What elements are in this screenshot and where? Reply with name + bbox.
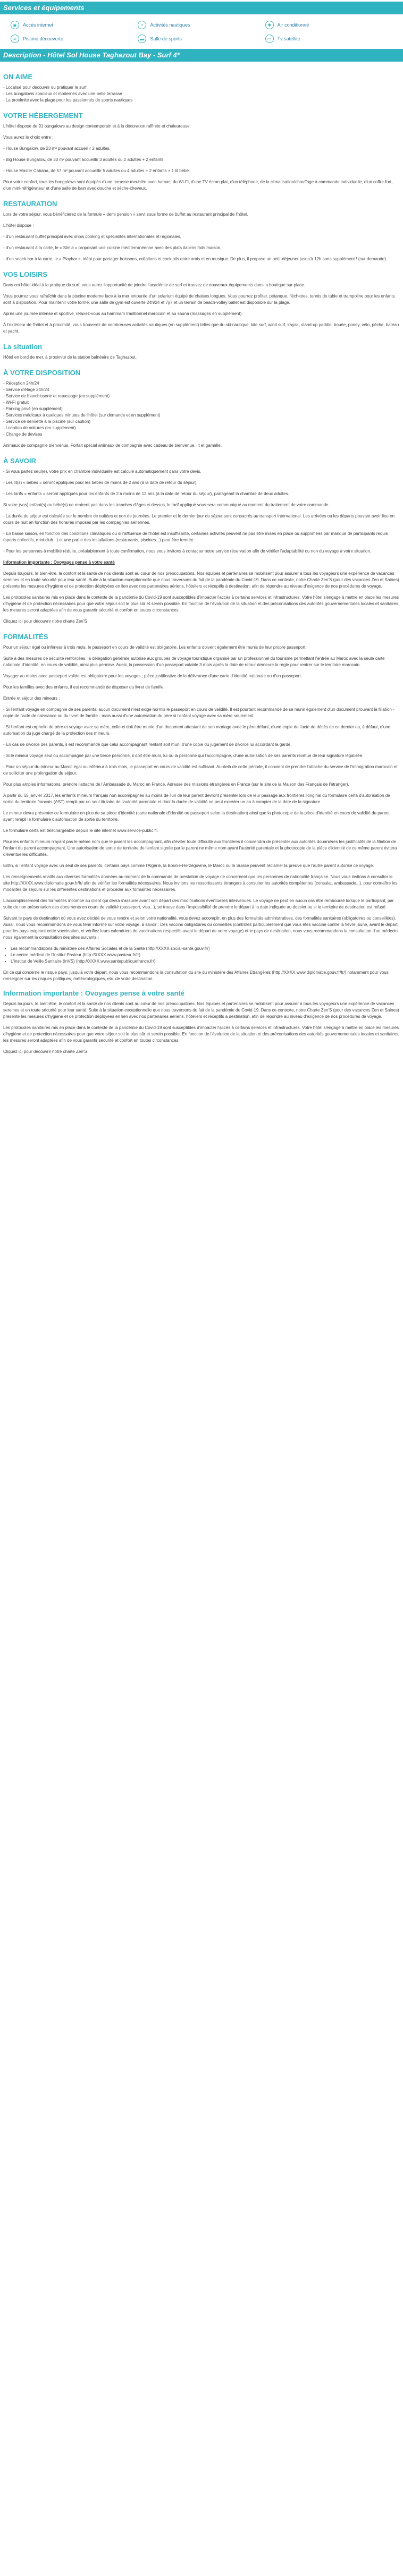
paragraph: - d'un snack-bar à la carte, le « Playbar », idéal pour partager boissons, collations et cocktails entre amis et en musique. De plus, il propose un petit-déjeuner jusqu'à 12h sans supplément ! (sur demande). xyxy=(3,257,388,261)
paragraph: Pour les familles avec des enfants, il est recommandé de disposer du livret de famille. xyxy=(3,685,165,690)
paragraph: - Services médicaux à quelques minutes de l'hôtel (sur demande et en supplément) xyxy=(3,413,161,418)
paragraph: En ce qui concerne le risque pays, jusqu'à votre départ, nous vous recommandons la consultation du site du ministère des Affaires Etrangères (http://XXXX.www.diplomatie.gouv.fr/fr/) notamment pour vous renseigner sur les risques politiques, météorologiques, etc. de votre destination. xyxy=(3,970,389,981)
paragraph: L'accomplissement des formalités incombe au client qui devra s'assurer avant son départ des modifications éventuelles intervenues. Le voyage ne peut en aucun cas être remboursé lorsque le participant, par suite de non présentation des documents en cours de validité (passeport, visa...), se trouve dans l'impossibilité de prendre le départ à la date indiquée au dossier ou si le territoire de destination est refusé. xyxy=(3,898,394,909)
service-item xyxy=(265,35,392,43)
paragraph: Hôtel en bord de mer, à proximité de la station balnéaire de Taghazout. xyxy=(3,355,137,360)
paragraph: À l'extérieur de l'hôtel et à proximité, vous trouverez de nombreuses activités nautiques (en supplément) telles que du ski-nautique, kite surf, wind surf, kayak, stand-up paddle, bouée, poney, vélo, pêche, bateau et yacht. xyxy=(3,322,399,334)
paragraph: Après une journée intense et sportive, relaxez-vous au hammam traditionnel marocain et au sauna (massages en supplément). xyxy=(3,311,243,316)
paragraph: - Si l'enfant voyage en compagnie de ses parents, aucun document n'est exigé hormis le passeport en cours de validité. Il est pourtant recommandé de se munir également d'un document prouvant la filiation - copie de l'acte de naissance ou du livret de famille - mais aussi d'une autorisation du père si l'enfant voyage avec sa mère seulement. xyxy=(3,707,394,718)
paragraph: - Si l'enfant est orphelin de père et voyage avec sa mère, celle-ci doit être munie d'un document attestant de son mariage avec le père défunt, d'une copie de l'acte de décès de ce dernier ou, à défaut, d'une autorisation du juge chargé de la protection des mineurs. xyxy=(3,725,391,736)
paragraph: - d'un restaurant à la carte, le « Stella » proposant une cuisine méditerranéenne avec des plats italiens faits maison, xyxy=(3,245,222,250)
paragraph: Lors de votre séjour, vous bénéficierez de la formule « demi pension » servi sous forme de buffet au restaurant principal de l'hôtel. xyxy=(3,212,248,217)
paragraph: Les protocoles sanitaires mis en place dans le contexte de la pandémie du Covid-19 sont susceptibles d'impacter l'accès à certains services et infrastructures. Votre hôtel s'engage à mettre en place les mesures d'hygiène et de protection nécessaires pour que votre séjour soit le plus sûr et serein possible. En fonction de l'évolution de la situation et des préconisations des autorités gouvernementales locales et sanitaires, les mesures seront adaptées afin de vous garantir sécurité et confort en toutes circonstances. xyxy=(3,1025,400,1043)
service-item xyxy=(265,21,392,29)
info-heading: Information importante : Ovoyages pense à votre santé xyxy=(3,989,184,997)
service-item xyxy=(138,21,265,29)
paragraph: Depuis toujours, le bien-être, le confort et la santé de nos clients sont au cœur de nos préoccupations. Nos équipes et partenaires se mobilisent pour assurer à tous les voyageurs une expérience de vacances sereines et en toute sécurité pour leur santé. Suite à la situation exceptionnelle que nous traversons du fait de la pandémie du Covid-19. Dans ce contexte, notre Charte Zen'S (pour des vacances Zen et Saines) présente les mesures d'hygiène et de protection déployées en lien avec nos partenaires aériens, hôteliers et réceptifs à destination, afin de répondre au niveau d'exigence de nos procédures de voyage. xyxy=(3,571,399,589)
section-heading: La situation xyxy=(3,343,42,351)
paragraph: Dans cet hôtel idéal à la pratique du surf, vous aurez l'opportunité de joindre l'académie de surf et trouvez de nouveaux équipements dans la boutique sur place. xyxy=(3,283,305,287)
service-item xyxy=(138,35,265,43)
paragraph: - Service de serviette à la piscine (sur caution) xyxy=(3,419,91,424)
wave-icon: ≈ xyxy=(138,21,146,29)
service-label: Activités nautiques xyxy=(150,22,190,28)
paragraph: Le mineur devra présenter ce formulaire en plus de sa pièce d'identité (carte nationale d'identité ou passeport selon la destination) ainsi que la photocopie de la pièce d'identité en cours de validité du parent ayant rempli le formulaire d'autorisation de sortie du territoire. xyxy=(3,811,390,822)
services-header: Services et équipements xyxy=(0,2,403,14)
paragraph: Si votre (vos) enfant(s) ou bébé(s) ne rentrent pas dans les tranches d'âges ci-dessus, le tarif appliqué vous sera communiqué au moment du traitement de votre commande. xyxy=(3,503,330,507)
info-heading: Information importante : Ovoyages pense à votre santé xyxy=(3,560,115,565)
paragraph: Suivant le pays de destination où vous avez décidé de vous rendre et selon votre nationalité, vous devez accomplir, en plus des formalités administratives, des formalités sanitaires (obligatoires ou conseillées). Aussi, nous vous recommandons de vous tenir informé sur votre voyage, à savoir : Des vaccins obligatoires ou conseillés (contrôlez particulièrement que vous êtes vacciné contre la fièvre jaune, avant le départ, pour les pays exigeant cette vaccination, et vérifiez leurs calendriers de vaccinations respectifs avant le départ de votre voyage) et le pays de destination, nous vous recommandons la consultation d'un médecin nous également la consultation des sites suivants : xyxy=(3,916,399,940)
paragraph: - Si vous partez seul(e), votre prix en chambre individuelle est calculé automatiquement dans votre devis. xyxy=(3,469,202,474)
service-label: Tv satellite xyxy=(277,36,300,41)
paragraph: Suite à des mesures de sécurité renforcées, la délégation générale autorise aux groupes de voyage touristique organisé par un professionnel du tourisme permettant l'entrée au Maroc avec la seule carte nationale d'identité, en cours de validité, ainsi plus permise. Aussi, la possession d'un passeport valable 3 mois après la date de retour demeure la règle pour rentrer sur le territoire marocain. xyxy=(3,656,385,667)
paragraph: Pour un séjour égal ou inférieur à trois mois, le passeport en cours de validité est obligatoire. Les enfants doivent également être munis de leur propre passeport. xyxy=(3,645,307,650)
paragraph: - Location de voitures (en supplément) xyxy=(3,426,76,430)
dumbbell-icon: ▬ xyxy=(138,35,146,43)
paragraph: Cliquez ici pour découvrir notre charte Zen'S xyxy=(3,619,87,624)
paragraph: - En cas de divorce des parents, il est recommandé que celui accompagnant l'enfant soit muni d'une copie du jugement de divorce lui accordant la garde. xyxy=(3,742,292,747)
paragraph: - Big House Bungalow, de 30 m² pouvant accueillir 3 adultes ou 2 adultes + 2 enfants. xyxy=(3,157,165,162)
service-label: Piscine découverte xyxy=(23,36,64,41)
service-label: Air conditionné xyxy=(277,22,309,28)
description-header: Description - Hôtel Sol House Taghazout Bay - Surf 4* xyxy=(0,49,403,62)
paragraph: Entrée et séjour des mineurs : xyxy=(3,696,60,701)
pool-icon: ≋ xyxy=(11,35,19,43)
paragraph: Animaux de compagnie bienvenus. Forfait spécial animaux de compagnie avec cadeau de bienvenue, lit et gamelle. xyxy=(3,443,222,448)
section-heading: VOTRE HÉBERGEMENT xyxy=(3,112,83,120)
paragraph: - En basse saison, en fonction des conditions climatiques ou si l'affluence de l'hôtel est insuffisante, certaines activités peuvent ne pas être mises en place ou supprimées par manque de participants requis (sports collectifs, mini-club...) et une partie des installations (restaurants, piscines...) peut être fermée. xyxy=(3,531,388,542)
section-heading: FORMALITÉS xyxy=(3,633,48,641)
paragraph: Le formulaire cerfa est téléchargeable depuis le site internet www.service-public.fr. xyxy=(3,828,158,833)
snowflake-icon: ✱ xyxy=(265,21,274,29)
paragraph: Enfin, si l'enfant voyage avec un seul de ses parents, certains pays comme l'Algérie, la Bosnie-Herzégovine, le Maroc ou la Suisse peuvent réclamer la preuve que l'autre parent autorise ce voyage. xyxy=(3,863,374,868)
paragraph: - Pour les personnes à mobilité réduite, préalablement à toute confirmation, nous vous invitons à contacter notre service réservation afin de vérifier l'adaptabilité ou non du voyage à votre situation. xyxy=(3,549,372,554)
wifi-icon: ◉ xyxy=(11,21,19,29)
paragraph: - Pour un séjour du mineur au Maroc égal ou inférieur à trois mois, le passeport en cours de validité est suffisant. Au-delà de cette période, il convient de prendre l'attache du service de l'immigration marocain et de solliciter une prolongation du séjour. xyxy=(3,764,398,776)
paragraph: - Localisé pour découvrir ou pratiquer le surf xyxy=(3,85,87,90)
services-grid xyxy=(0,14,403,47)
paragraph: Les renseignements relatifs aux diverses formalités données au moment de la commande de prestation de voyage ne concernent que les personnes de nationalité française. Nous vous invitons à consulter le site http://XXXX.www.diplomatie.gouv.fr/fr/ afin de vérifier les formalités nécessaires. Nous invitons les ressortissants étrangers à consulter les autorités compétentes (consulat, ambassade...), pour connaître les modalités de séjours sur les différentes destinations et procéder aux formalités nécessaires. xyxy=(3,874,398,892)
paragraph: L'hôtel dispose de 91 bungalows au design contemporain et à la décoration raffinée et chaleureuse. xyxy=(3,124,191,129)
list-item[interactable]: • Les recommandations du ministère des Affaires Sociales et de la Santé (http://XXXX.social-sante.gouv.fr/) xyxy=(11,946,400,952)
paragraph: - House Master Cabana, de 57 m² pouvant accueillir 5 adultes ou 4 adultes + 2 enfants + 1 lit bébé. xyxy=(3,168,190,173)
service-item xyxy=(11,35,138,43)
section-heading: ON AIME xyxy=(3,73,33,81)
paragraph: - House Bungalow, de 23 m² pouvant accueillir 2 adultes, xyxy=(3,146,111,151)
paragraph: Depuis toujours, le bien-être, le confort et la santé de nos clients sont au cœur de nos préoccupations. Nos équipes et partenaires se mobilisent pour assurer à tous les voyageurs une expérience de vacances sereines et en toute sécurité pour leur santé. Suite à la situation exceptionnelle que nous traversons du fait de la pandémie du Covid-19. Dans ce contexte, notre Charte Zen'S (pour des vacances Zen et Saines) présente les mesures d'hygiène et de protection déployées en lien avec nos partenaires aériens, hôteliers et réceptifs à destination, afin de répondre au niveau d'exigence de nos procédures de voyage. xyxy=(3,1001,399,1019)
service-label: Accès internet xyxy=(23,22,54,28)
section-heading: RESTAURATION xyxy=(3,200,57,208)
paragraph: Pour les enfants mineurs n'ayant pas le même nom que le parent les accompagnant, afin d'éviter toute difficulté aux frontières il conviendra de présenter aux autorités douanières les justificatifs de la filiation de l'enfant du parent accompagnant. Une autorisation de sortie de territoire de l'enfant signée par le parent ne même nom ayant l'autorité parentale et la photocopie de la pièce d'identité de ce même parent évitera d'éventuelles difficultés. xyxy=(3,839,397,857)
paragraph: Pour votre confort, tous les bungalows sont équipés d'une terrasse meublée avec hamac, du Wi-Fi, d'une TV écran plat, d'un téléphone, de la climatisation/chauffage à commande individuelle, d'un coffre-fort, d'un mini-réfrigérateur et d'une salle de bain avec douche et sèche-cheveux. xyxy=(3,180,393,191)
paragraph: - Les lit(s) « bébés » seront appliqués pour les bébés de moins de 2 ans (à la date de retour du séjour). xyxy=(3,480,198,485)
paragraph: A partir du 15 janvier 2017, les enfants mineurs français non accompagnés au moins de l'un de leur parent devront présenter lors de leur passage aux frontières l'original du formulaire cerfa d'autorisation de sortie du territoire français (AST) rempli par un seul titulaire de l'autorité parentale et dont la durée de validité ne peut excéder un an à compter de la date de la signature. xyxy=(3,793,390,804)
list-item[interactable]: • Le centre médical de l'Institut Pasteur (http://XXXX.www.pasteur.fr/fr) xyxy=(11,952,400,958)
health-links-list xyxy=(11,946,400,965)
section-heading: À SAVOIR xyxy=(3,457,36,465)
section-heading: VOS LOISIRS xyxy=(3,270,48,278)
paragraph: - Change de devises xyxy=(3,432,43,437)
paragraph: - La durée du séjour est calculée sur le nombre de nuitées et non de journées. Le premier et le dernier jour du séjour sont consacrés au transport international. Les arrivées ou les départs pouvant avoir lieu en cours de nuit en fonction des horaires imposés par les compagnies aériennes. xyxy=(3,514,394,525)
paragraph: Vous pourrez vous rafraîchir dans la piscine moderne face à la mer entourée d'un solarium équipé de chaises longues. Vous pourrez profiter, pétanque, fléchettes, tennis de table et trampoline pour les enfants sont à disposition. Pour maintenir votre forme, une salle de gym est ouverte 24h/24 et 7j/7 et un terrain de beach-volley ballet est disponible sur la plage. xyxy=(3,294,395,305)
paragraph: - Réception 24h/24 xyxy=(3,381,39,386)
tv-icon: ▭ xyxy=(265,35,274,43)
paragraph: Voyager au moins avec passeport valide est obligatoire pour les voyages ; pièce justificative de la délivrance d'une carte d'identité nationale ou d'un passeport. xyxy=(3,674,302,678)
paragraph: - La proximité avec la plage pour les passionnés de sports nautiques xyxy=(3,98,133,103)
paragraph: Pour plus amples informations, prendre l'attache de l'Ambassade du Maroc en France. Adresse des missions étrangères en France (sur le site de la Maison des Français de l'étranger). xyxy=(3,782,349,787)
paragraph: - Parking privé (en supplément) xyxy=(3,406,63,411)
paragraph: - Si le mineur voyage seul ou accompagné par une tierce personne, il doit être muni, lui ou la personne qui l'accompagne, d'une autorisation de ses parents revêtue de leur signature légalisée. xyxy=(3,753,364,758)
description-content xyxy=(0,62,403,2532)
service-item xyxy=(11,21,138,29)
paragraph: Vous aurez le choix entre : xyxy=(3,135,54,140)
paragraph: - d'un restaurant buffet principal avec show cooking et spécialités internationales et régionales, xyxy=(3,234,181,239)
paragraph: - Les tarifs « enfants » seront appliqués pour les enfants de 2 à moins de 12 ans (à la date de retour du séjour), partageant la chambre de deux adultes. xyxy=(3,491,289,496)
paragraph: - Wi-Fi gratuit xyxy=(3,400,29,405)
paragraph: - Les bungalows spacieux et modernes avec une belle terrasse xyxy=(3,91,122,96)
service-label: Salle de sports xyxy=(150,36,182,41)
section-heading: À VOTRE DISPOSITION xyxy=(3,369,81,377)
paragraph: - Service de blanchisserie et repassage (en supplément) xyxy=(3,394,110,398)
paragraph: Les protocoles sanitaires mis en place dans le contexte de la pandémie du Covid-19 sont susceptibles d'impacter l'accès à certains services et infrastructures. Votre hôtel s'engage à mettre en place les mesures d'hygiène et de protection nécessaires pour que votre séjour soit le plus sûr et serein possible. En fonction de l'évolution de la situation et des préconisations des autorités gouvernementales locales et sanitaires, les mesures seront adaptées afin de vous garantir sécurité et confort en toutes circonstances. xyxy=(3,595,400,613)
list-item[interactable]: • L'Institut de Veille Sanitaire (InVS) (http://XXXX.www.santepubliquefrance.fr/) xyxy=(11,958,400,965)
paragraph: L'hôtel dispose : xyxy=(3,223,34,228)
paragraph: Cliquez ici pour découvrir notre charte Zen'S xyxy=(3,1049,87,1054)
paragraph: - Service d'étage 24h/24 xyxy=(3,387,49,392)
